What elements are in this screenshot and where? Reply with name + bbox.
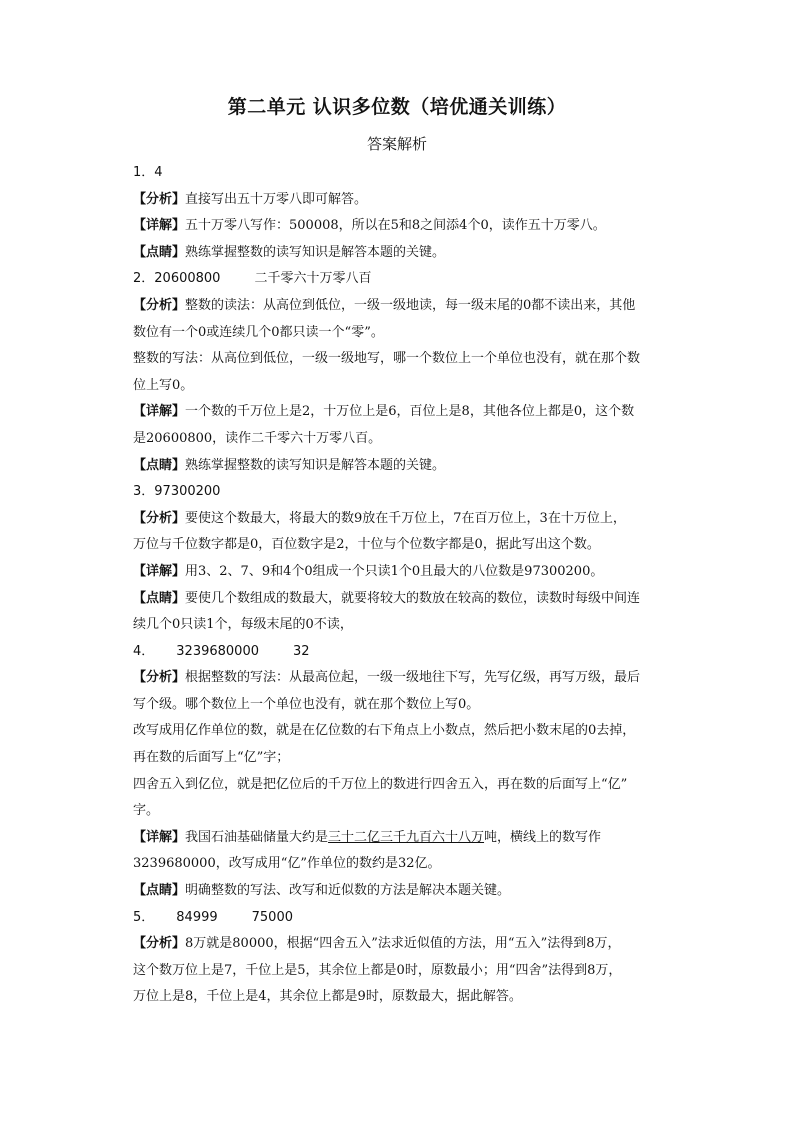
page-title: 第二单元 认识多位数（培优通关训练） (227, 96, 567, 118)
question-4-analysis (133, 665, 681, 692)
analysis-tag: 【分析】 (133, 297, 186, 313)
page-subtitle: 答案解析 (366, 135, 427, 153)
analysis-text: 根据整数的写法：从最高位起，一级一级地往下写，先写亿级，再写万级，最后 (185, 670, 641, 686)
detail-tag: 【详解】 (133, 829, 186, 845)
detail-text: 一个数的千万位上是2，十万位上是6，百位上是8，其他各位上都是0，这个数 (185, 404, 635, 420)
question-4-tip (133, 878, 681, 905)
question-3-detail (133, 559, 681, 586)
tip-tag: 【点睛】 (133, 457, 186, 473)
question-5-answer-2: 75000 (251, 909, 293, 925)
analysis-text-line: 改写成用亿作单位的数，就是在亿位数的右下角点上小数点，然后把小数末尾的0去掉， (133, 723, 636, 739)
question-4-number (133, 639, 681, 666)
question-4-answer-1: 3239680000 (176, 643, 259, 659)
answer-body (133, 160, 681, 1011)
question-5-answer-1: 84999 (176, 909, 218, 925)
underlined-text: 三十二亿三千九百六十八万 (328, 829, 485, 845)
tip-text: 明确整数的写法、改写和近似数的方法是解决本题关键。 (185, 883, 511, 899)
question-2-tip (133, 453, 681, 480)
question-5-analysis (133, 931, 681, 958)
question-3-tip (133, 586, 681, 613)
question-2-answer-1: 2．20600800 (133, 271, 221, 287)
question-2-analysis (133, 293, 681, 320)
question-4-detail (133, 825, 681, 852)
detail-text: 五十万零八写作：500008，所以在5和8之间添4个0，读作五十万零八。 (185, 218, 606, 234)
question-4-answer-2: 32 (293, 643, 310, 659)
question-number: 5． (133, 909, 155, 925)
question-5-number (133, 905, 681, 932)
question-3-analysis (133, 506, 681, 533)
analysis-text-line: 四舍五入到亿位，就是把亿位后的千万位上的数进行四舍五入，再在数的后面写上“亿” (133, 776, 628, 792)
detail-text: 我国石油基础储量大约是 (185, 829, 329, 845)
question-1-analysis (133, 187, 681, 214)
tip-text: 熟练掌握整数的读写知识是解答本题的关键。 (185, 244, 446, 260)
analysis-tag: 【分析】 (133, 191, 186, 207)
question-2-answer-2: 二千零六十万零八百 (254, 271, 372, 287)
detail-tag: 【详解】 (133, 218, 186, 234)
analysis-text: 直接写出五十万零八即可解答。 (185, 191, 368, 207)
question-1-detail (133, 213, 681, 240)
detail-text-line: 是20600800，读作二千零六十万零八百。 (133, 430, 382, 446)
analysis-text-line: 这个数万位上是7，千位上是5，其余位上都是0时，原数最小；用“四舍”法得到8万， (133, 962, 622, 978)
detail-text-line: 3239680000，改写成用“亿”作单位的数约是32亿。 (133, 856, 441, 872)
tip-text-line: 续几个0只读1个，每级末尾的0不读， (133, 617, 353, 633)
analysis-tag: 【分析】 (133, 936, 186, 952)
detail-text: 吨，横线上的数写作 (484, 829, 602, 845)
analysis-text-line: 写个级。哪个数位上一个单位也没有，就在那个数位上写0。 (133, 696, 480, 712)
question-2-number (133, 266, 681, 293)
question-number: 4． (133, 643, 155, 659)
analysis-text-line: 万位上是8，千位上是4，其余位上都是9时，原数最大，据此解答。 (133, 989, 522, 1005)
analysis-text: 要使这个数最大，将最大的数9放在千万位上，7在百万位上，3在十万位上， (185, 510, 626, 526)
analysis-text-line: 整数的写法：从高位到低位，一级一级地写，哪一个数位上一个单位也没有，就在那个数 (133, 351, 641, 367)
analysis-tag: 【分析】 (133, 510, 186, 526)
detail-tag: 【详解】 (133, 404, 186, 420)
tip-tag: 【点睛】 (133, 244, 186, 260)
question-1-tip (133, 240, 681, 267)
analysis-text: 8万就是80000，根据“四舍五入”法求近似值的方法，用“五入”法得到8万， (185, 936, 621, 952)
analysis-tag: 【分析】 (133, 670, 186, 686)
question-2-detail (133, 399, 681, 426)
tip-text: 要使几个数组成的数最大，就要将较大的数放在较高的数位，读数时每级中间连 (185, 590, 641, 606)
tip-text: 熟练掌握整数的读写知识是解答本题的关键。 (185, 457, 446, 473)
analysis-text-line: 万位与千位数字都是0，百位数字是2，十位与个位数字都是0，据此写出这个数。 (133, 537, 600, 553)
analysis-text-line: 再在数的后面写上“亿”字； (133, 750, 290, 766)
detail-tag: 【详解】 (133, 563, 186, 579)
tip-tag: 【点睛】 (133, 883, 186, 899)
tip-tag: 【点睛】 (133, 590, 186, 606)
analysis-text-line: 字。 (133, 803, 160, 819)
detail-text: 用3、2、7、9和4个0组成一个只读1个0且最大的八位数是97300200。 (185, 563, 604, 579)
analysis-text-line: 位上写0。 (133, 377, 194, 393)
question-1-number: 1．4 (133, 165, 163, 180)
analysis-text-line: 数位有一个0或连续几个0都只读一个“零”。 (133, 324, 384, 340)
question-3-number: 3．97300200 (133, 484, 221, 500)
analysis-text: 整数的读法：从高位到低位，一级一级地读，每一级末尾的0都不读出来，其他 (185, 297, 636, 313)
